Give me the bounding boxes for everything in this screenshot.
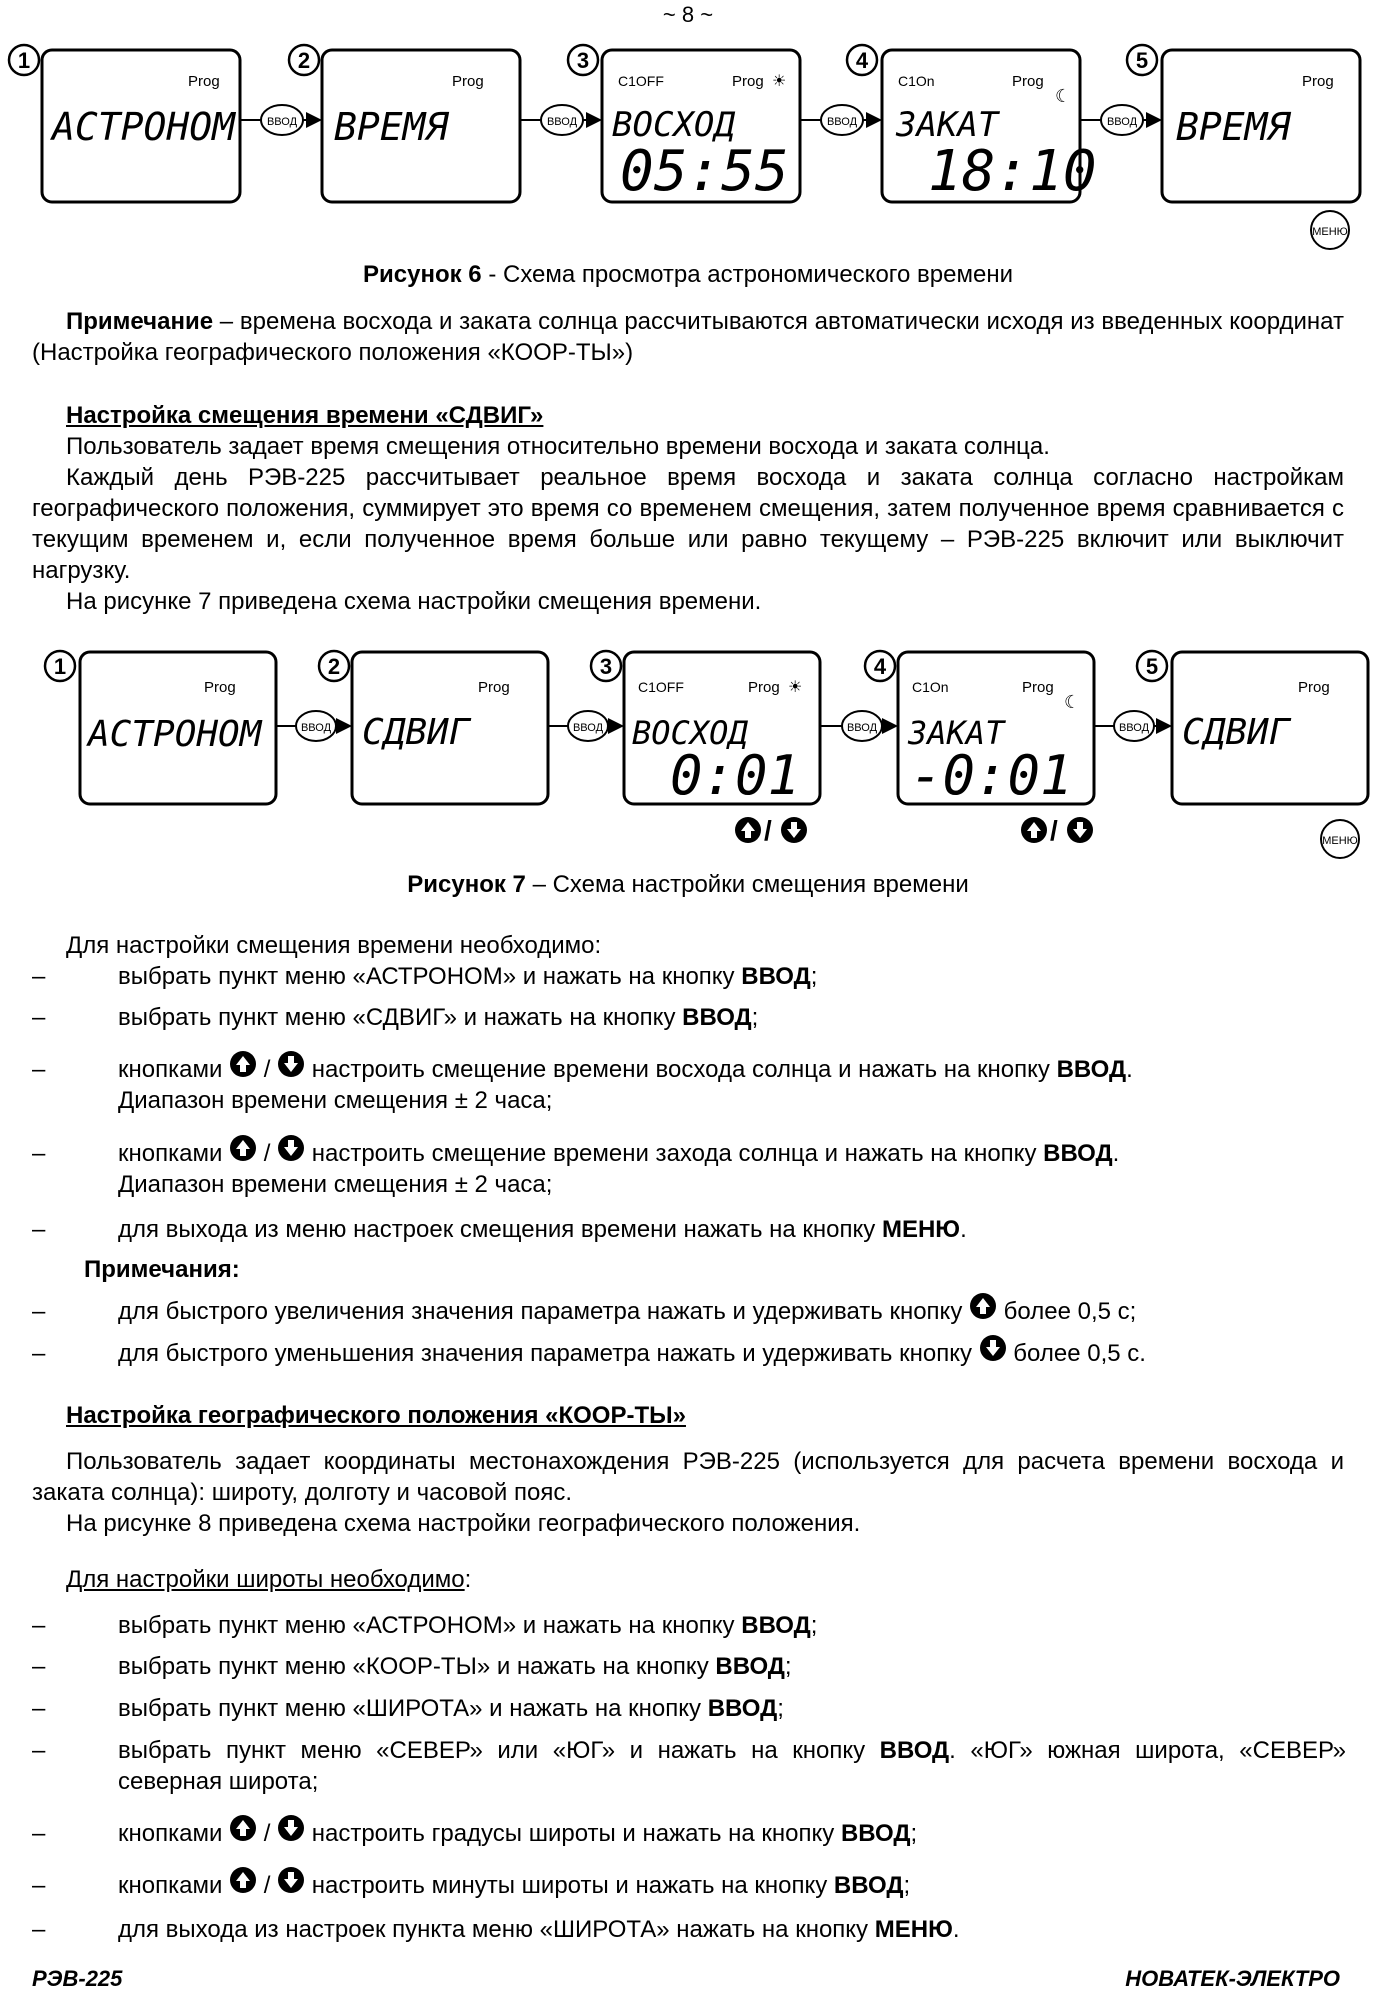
svg-text:Prog: Prog <box>478 679 510 696</box>
down-arrow-icon <box>277 1134 305 1162</box>
svg-text:C1OFF: C1OFF <box>618 73 664 89</box>
step-number-4 <box>865 651 895 681</box>
up-arrow-icon <box>969 1292 997 1320</box>
step-number-3 <box>568 45 598 75</box>
step-number-1 <box>45 651 75 681</box>
slash: / <box>764 815 772 846</box>
svg-text:ВВОД: ВВОД <box>266 116 298 128</box>
enter-button-icon <box>548 711 622 741</box>
paragraph: Пользователь задает координаты местонахождения РЭВ-225 (используется для расчета времени восхода и заката солнца): широту, долготу и часовой пояс. <box>32 1448 1344 1506</box>
footer-left: РЭВ-225 <box>32 1966 123 1991</box>
footer-right: НОВАТЕК-ЭЛЕКТРО <box>1125 1966 1340 1991</box>
lcd-screen-2 <box>352 652 548 804</box>
up-arrow-icon <box>229 1866 257 1894</box>
paragraph: Каждый день РЭВ-225 рассчитывает реальное время восхода и заката солнца согласно настройкам географического положения, суммирует это время со временем смещения, затем полученное время сравнивается с текущим временем и, если полученное время больше или равно текущему – РЭВ-225 включит или выключит нагрузку. <box>32 464 1344 584</box>
enter-button-icon <box>1080 105 1160 135</box>
svg-text:Prog: Prog <box>204 679 236 696</box>
svg-text:Prog: Prog <box>1012 73 1044 90</box>
sunrise-icon: ☀ <box>772 73 787 90</box>
up-arrow-icon <box>229 1134 257 1162</box>
paragraph: На рисунке 7 приведена схема настройки смещения времени. <box>66 588 762 615</box>
svg-text:ВОСХОД: ВОСХОД <box>612 105 735 145</box>
svg-text:-0:01: -0:01 <box>910 744 1073 807</box>
figure-7-diagram <box>0 644 1376 859</box>
svg-text:ВВОД: ВВОД <box>846 722 878 734</box>
svg-text:18:10: 18:10 <box>928 139 1097 204</box>
step-number-3 <box>591 651 621 681</box>
svg-text:5: 5 <box>1135 48 1149 73</box>
lcd-screen-4 <box>898 652 1094 807</box>
lcd-screen-5 <box>1172 652 1368 804</box>
step-number-5 <box>1137 651 1167 681</box>
svg-text:АСТРОНОМ: АСТРОНОМ <box>52 105 236 149</box>
svg-text:МЕНЮ: МЕНЮ <box>1312 226 1348 238</box>
svg-text:ВВОД: ВВОД <box>546 116 578 128</box>
svg-text:Prog: Prog <box>732 73 764 90</box>
menu-button-icon <box>1321 820 1359 858</box>
enter-button-icon <box>820 711 896 741</box>
step-number-1 <box>9 45 39 75</box>
section-heading-geo: Настройка географического положения «КООР-ТЫ» <box>66 1402 686 1429</box>
enter-button-icon <box>1094 711 1170 741</box>
up-arrow-icon <box>229 1050 257 1078</box>
lcd-screen-3 <box>602 50 800 204</box>
svg-text:2: 2 <box>297 48 311 73</box>
paragraph: На рисунке 8 приведена схема настройки географического положения. <box>66 1510 861 1537</box>
svg-text:ВВОД: ВВОД <box>826 116 858 128</box>
figure-6-caption: Рисунок 6 - Схема просмотра астрономического времени <box>363 261 1013 288</box>
svg-text:5: 5 <box>1145 654 1159 679</box>
svg-text:0:01: 0:01 <box>670 744 801 807</box>
enter-button-icon <box>520 105 600 135</box>
lcd-screen-5 <box>1162 50 1360 202</box>
enter-button-icon <box>276 711 350 741</box>
svg-text:ВВОД: ВВОД <box>572 722 604 734</box>
up-arrow-icon <box>1021 817 1047 843</box>
svg-text:ВРЕМЯ: ВРЕМЯ <box>334 105 449 149</box>
svg-text:3: 3 <box>599 654 613 679</box>
lcd-screen-3 <box>624 652 820 807</box>
figure-7-caption: Рисунок 7 – Схема настройки смещения времени <box>407 871 969 898</box>
svg-text:1: 1 <box>17 48 31 73</box>
svg-text:ВОСХОД: ВОСХОД <box>632 714 748 752</box>
svg-text:Prog: Prog <box>748 679 780 696</box>
step-number-2 <box>319 651 349 681</box>
note-paragraph: Примечание – времена восхода и заката солнца рассчитываются автоматически исходя из введенных координат (Настройка географического положения «КООР-ТЫ») <box>32 308 1344 366</box>
notes-title: Примечания: <box>84 1256 240 1283</box>
section-heading-shift: Настройка смещения времени «СДВИГ» <box>66 402 544 429</box>
step-number-5 <box>1127 45 1157 75</box>
down-arrow-icon <box>781 817 807 843</box>
svg-text:Prog: Prog <box>1298 679 1330 696</box>
svg-text:4: 4 <box>855 48 869 73</box>
up-arrow-icon <box>735 817 761 843</box>
svg-text:05:55: 05:55 <box>620 139 789 204</box>
page-number: ~ 8 ~ <box>662 2 714 27</box>
list-intro: Для настройки смещения времени необходимо: <box>66 932 602 959</box>
svg-text:C1On: C1On <box>898 73 935 89</box>
svg-text:АСТРОНОМ: АСТРОНОМ <box>88 714 262 755</box>
moon-icon: ☾ <box>1055 86 1072 106</box>
svg-text:1: 1 <box>53 654 67 679</box>
enter-button-icon <box>800 105 880 135</box>
svg-text:Prog: Prog <box>1302 73 1334 90</box>
svg-text:C1OFF: C1OFF <box>638 679 684 695</box>
lcd-screen-1 <box>42 50 240 202</box>
list-intro: Для настройки широты необходимо: <box>66 1566 472 1593</box>
svg-text:ЗАКАТ: ЗАКАТ <box>896 105 999 145</box>
sunrise-icon: ☀ <box>788 679 803 696</box>
down-arrow-icon <box>277 1814 305 1842</box>
svg-text:2: 2 <box>327 654 341 679</box>
step-number-4 <box>847 45 877 75</box>
menu-button-icon <box>1311 211 1349 249</box>
down-arrow-icon <box>1067 817 1093 843</box>
step-number-2 <box>289 45 319 75</box>
svg-text:Prog: Prog <box>188 73 220 90</box>
up-arrow-icon <box>229 1814 257 1842</box>
lcd-screen-2 <box>322 50 520 202</box>
enter-button-icon <box>240 105 320 135</box>
slash: / <box>1050 815 1058 846</box>
svg-text:СДВИГ: СДВИГ <box>362 712 471 753</box>
svg-text:4: 4 <box>873 654 887 679</box>
lcd-screen-1 <box>80 652 276 804</box>
svg-text:Prog: Prog <box>452 73 484 90</box>
svg-text:3: 3 <box>576 48 590 73</box>
svg-text:Prog: Prog <box>1022 679 1054 696</box>
down-arrow-icon <box>277 1866 305 1894</box>
svg-text:C1On: C1On <box>912 679 949 695</box>
down-arrow-icon <box>277 1050 305 1078</box>
svg-text:МЕНЮ: МЕНЮ <box>1322 835 1358 847</box>
figure-6-diagram <box>0 38 1376 253</box>
svg-text:ВВОД: ВВОД <box>1106 116 1138 128</box>
svg-text:СДВИГ: СДВИГ <box>1182 712 1291 753</box>
paragraph: Пользователь задает время смещения относительно времени восхода и заката солнца. <box>66 433 1050 460</box>
svg-text:ВВОД: ВВОД <box>300 722 332 734</box>
svg-text:ВВОД: ВВОД <box>1118 722 1150 734</box>
svg-text:ВРЕМЯ: ВРЕМЯ <box>1176 105 1291 149</box>
moon-icon: ☾ <box>1064 692 1081 712</box>
svg-text:ЗАКАТ: ЗАКАТ <box>908 714 1005 752</box>
down-arrow-icon <box>979 1334 1007 1362</box>
lcd-screen-4 <box>882 50 1097 204</box>
